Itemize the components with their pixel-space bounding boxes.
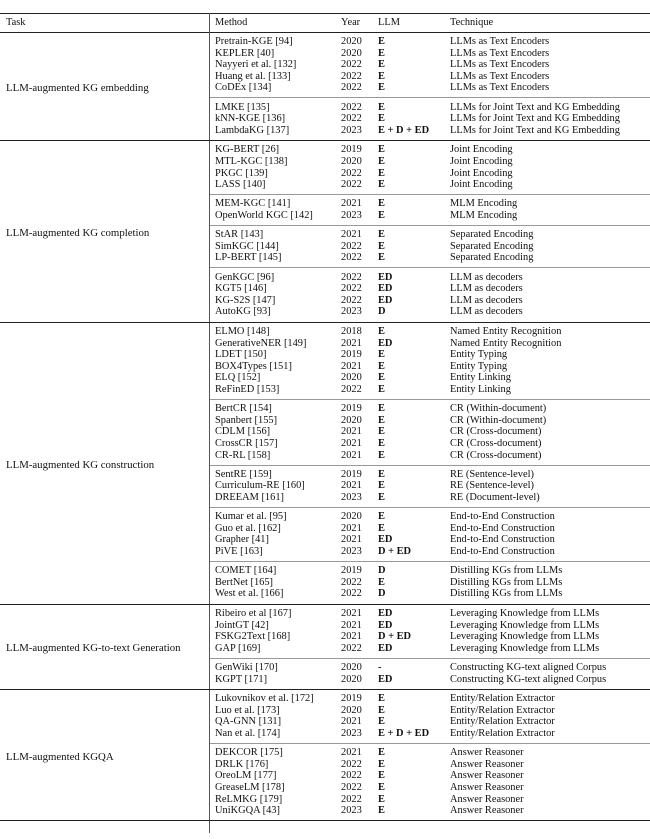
llm-cell: E bbox=[378, 210, 385, 221]
technique-cell: LLMs as Text Encoders bbox=[450, 70, 550, 82]
group-divider bbox=[210, 507, 650, 508]
technique-cell: Constructing KG-text aligned Corpus bbox=[450, 673, 607, 685]
technique-cell: Answer Reasoner bbox=[450, 782, 524, 793]
technique-cell: Leveraging Knowledge from LLMs bbox=[450, 642, 600, 654]
method-cell: GenerativeNER [149] bbox=[215, 337, 307, 349]
group-divider bbox=[210, 267, 650, 268]
header-task: Task bbox=[6, 17, 26, 28]
llm-cell: E bbox=[378, 449, 385, 461]
llm-cell: E bbox=[378, 167, 385, 179]
year-cell: 2022 bbox=[341, 576, 362, 588]
llm-cell: - bbox=[378, 662, 382, 673]
technique-cell: Entity Linking bbox=[450, 384, 511, 395]
year-cell: 2022 bbox=[341, 113, 362, 125]
year-cell: 2022 bbox=[341, 240, 362, 252]
method-cell: COMET [164] bbox=[215, 565, 277, 577]
technique-cell: Joint Encoding bbox=[450, 156, 513, 167]
technique-cell: RE (Sentence-level) bbox=[450, 468, 534, 480]
task-label: LLM-augmented KGQA bbox=[6, 750, 114, 763]
technique-cell: CR (Cross-document) bbox=[450, 438, 542, 449]
llm-cell: E bbox=[378, 468, 385, 480]
technique-cell: CR (Cross-document) bbox=[450, 426, 542, 438]
method-cell: Nan et al. [174] bbox=[215, 728, 281, 739]
llm-cell: ED bbox=[378, 283, 393, 295]
technique-cell: MLM Encoding bbox=[450, 210, 518, 221]
year-cell: 2022 bbox=[341, 588, 362, 600]
method-cell: GenWiki [170] bbox=[215, 662, 278, 673]
method-cell: PKGC [139] bbox=[215, 167, 268, 179]
year-cell: 2022 bbox=[341, 642, 362, 654]
method-cell: StAR [143] bbox=[215, 229, 264, 241]
llm-cell: E bbox=[378, 156, 385, 167]
year-cell: 2023 bbox=[341, 306, 362, 318]
year-cell: 2022 bbox=[341, 179, 362, 191]
technique-cell: LLM as decoders bbox=[450, 294, 523, 306]
method-cell: BertCR [154] bbox=[215, 403, 272, 415]
year-cell: 2023 bbox=[341, 728, 362, 739]
header-method: Method bbox=[215, 17, 248, 28]
section-rule bbox=[0, 820, 650, 821]
group-divider bbox=[210, 399, 650, 400]
technique-cell: MLM Encoding bbox=[450, 198, 518, 210]
llm-cell: E bbox=[378, 403, 385, 415]
llm-cell: E bbox=[378, 492, 385, 503]
llm-cell: E bbox=[378, 101, 385, 113]
year-cell: 2020 bbox=[341, 704, 362, 716]
technique-cell: LLMs as Text Encoders bbox=[450, 47, 550, 59]
method-cell: MEM-KGC [141] bbox=[215, 198, 291, 210]
technique-cell: LLMs as Text Encoders bbox=[450, 82, 550, 94]
technique-cell: LLMs for Joint Text and KG Embedding bbox=[450, 124, 620, 136]
llm-cell: E bbox=[378, 47, 385, 59]
method-cell: Kumar et al. [95] bbox=[215, 511, 287, 523]
year-cell: 2021 bbox=[341, 522, 362, 534]
llm-cell: E bbox=[378, 414, 385, 426]
year-cell: 2021 bbox=[341, 534, 362, 546]
method-cell: DREEAM [161] bbox=[215, 492, 284, 503]
llm-cell: E bbox=[378, 716, 385, 728]
method-cell: Huang et al. [133] bbox=[215, 70, 291, 82]
llm-cell: E bbox=[378, 82, 385, 94]
llm-cell: D + ED bbox=[378, 631, 412, 643]
group-divider bbox=[210, 225, 650, 226]
method-cell: KGT5 [146] bbox=[215, 283, 267, 295]
year-cell: 2019 bbox=[341, 468, 362, 480]
year-cell: 2022 bbox=[341, 271, 362, 283]
llm-cell: E bbox=[378, 782, 385, 793]
llm-cell: E bbox=[378, 522, 385, 534]
year-cell: 2023 bbox=[341, 210, 362, 221]
method-cell: ReFinED [153] bbox=[215, 384, 280, 395]
header-llm: LLM bbox=[378, 17, 400, 28]
technique-cell: Answer Reasoner bbox=[450, 758, 524, 770]
technique-cell: Entity/Relation Extractor bbox=[450, 693, 555, 705]
group-divider bbox=[210, 194, 650, 195]
llm-cell: E bbox=[378, 511, 385, 523]
technique-cell: Answer Reasoner bbox=[450, 770, 524, 782]
method-cell: LP-BERT [145] bbox=[215, 252, 282, 264]
method-cell: AutoKG [93] bbox=[215, 306, 271, 318]
year-cell: 2020 bbox=[341, 414, 362, 426]
technique-cell: Joint Encoding bbox=[450, 167, 513, 179]
llm-cell: ED bbox=[378, 294, 393, 306]
method-cell: LMKE [135] bbox=[215, 101, 270, 113]
task-label: LLM-augmented KG construction bbox=[6, 458, 155, 471]
llm-cell: E bbox=[378, 576, 385, 588]
year-cell: 2021 bbox=[341, 747, 362, 759]
technique-cell: LLM as decoders bbox=[450, 306, 523, 318]
technique-cell: LLMs for Joint Text and KG Embedding bbox=[450, 113, 620, 125]
llm-cell: E bbox=[378, 240, 385, 252]
year-cell: 2020 bbox=[341, 372, 362, 384]
technique-cell: End-to-End Construction bbox=[450, 511, 555, 523]
method-cell: LASS [140] bbox=[215, 179, 266, 191]
year-cell: 2020 bbox=[341, 156, 362, 167]
llm-cell: E bbox=[378, 372, 385, 384]
method-cell: GAP [169] bbox=[215, 642, 261, 654]
llm-cell: E bbox=[378, 252, 385, 264]
year-cell: 2022 bbox=[341, 283, 362, 295]
technique-cell: Leveraging Knowledge from LLMs bbox=[450, 619, 600, 631]
technique-cell: Entity/Relation Extractor bbox=[450, 716, 555, 728]
section-rule bbox=[0, 140, 650, 141]
technique-cell: Joint Encoding bbox=[450, 144, 513, 156]
year-cell: 2019 bbox=[341, 349, 362, 361]
technique-cell: Entity/Relation Extractor bbox=[450, 728, 555, 739]
method-cell: CoDEx [134] bbox=[215, 82, 272, 94]
method-cell: Spanbert [155] bbox=[215, 414, 278, 426]
llm-cell: E bbox=[378, 793, 385, 805]
method-cell: LDET [150] bbox=[215, 349, 267, 361]
method-cell: Guo et al. [162] bbox=[215, 522, 281, 534]
section-rule bbox=[0, 322, 650, 323]
llm-cell: ED bbox=[378, 642, 393, 654]
year-cell: 2021 bbox=[341, 716, 362, 728]
llm-cell: E bbox=[378, 805, 385, 817]
year-cell: 2022 bbox=[341, 758, 362, 770]
technique-cell: Entity Typing bbox=[450, 349, 508, 361]
year-cell: 2023 bbox=[341, 492, 362, 503]
llm-cell: D bbox=[378, 306, 386, 318]
llm-cell: E bbox=[378, 480, 385, 492]
section-rule bbox=[0, 604, 650, 605]
year-cell: 2022 bbox=[341, 70, 362, 82]
technique-cell: Answer Reasoner bbox=[450, 793, 524, 805]
year-cell: 2019 bbox=[341, 693, 362, 705]
llm-cell: E bbox=[378, 770, 385, 782]
year-cell: 2023 bbox=[341, 805, 362, 817]
year-cell: 2022 bbox=[341, 252, 362, 264]
technique-cell: LLM as decoders bbox=[450, 271, 523, 283]
technique-cell: Joint Encoding bbox=[450, 179, 513, 191]
llm-cell: E bbox=[378, 438, 385, 449]
year-cell: 2020 bbox=[341, 511, 362, 523]
llm-cell: E bbox=[378, 229, 385, 241]
technique-cell: CR (Within-document) bbox=[450, 403, 547, 415]
technique-cell: LLMs as Text Encoders bbox=[450, 59, 550, 71]
group-divider bbox=[210, 97, 650, 98]
llm-cell: E bbox=[378, 426, 385, 438]
group-divider bbox=[210, 658, 650, 659]
method-cell: Ribeiro et al [167] bbox=[215, 608, 292, 619]
year-cell: 2022 bbox=[341, 294, 362, 306]
technique-cell: Leveraging Knowledge from LLMs bbox=[450, 631, 600, 643]
llm-cell: E bbox=[378, 326, 385, 337]
year-cell: 2020 bbox=[341, 673, 362, 685]
year-cell: 2021 bbox=[341, 198, 362, 210]
llm-cell: E bbox=[378, 693, 385, 705]
year-cell: 2022 bbox=[341, 782, 362, 793]
method-cell: Curriculum-RE [160] bbox=[215, 480, 305, 492]
header-rule bbox=[0, 32, 650, 33]
method-cell: KG-BERT [26] bbox=[215, 144, 280, 156]
llm-cell: E bbox=[378, 179, 385, 191]
technique-cell: Entity Typing bbox=[450, 360, 508, 372]
year-cell: 2021 bbox=[341, 449, 362, 461]
task-label: LLM-augmented KG-to-text Generation bbox=[6, 642, 181, 655]
llm-cell: E bbox=[378, 70, 385, 82]
method-cell: UniKGQA [43] bbox=[215, 805, 280, 817]
header-technique: Technique bbox=[450, 17, 494, 28]
llm-cell: ED bbox=[378, 673, 393, 685]
year-cell: 2020 bbox=[341, 662, 362, 673]
year-cell: 2022 bbox=[341, 101, 362, 113]
group-divider bbox=[210, 465, 650, 466]
year-cell: 2021 bbox=[341, 426, 362, 438]
method-cell: SimKGC [144] bbox=[215, 240, 279, 252]
technique-cell: Separated Encoding bbox=[450, 229, 534, 241]
method-cell: ELQ [152] bbox=[215, 372, 261, 384]
method-cell: KG-S2S [147] bbox=[215, 294, 276, 306]
method-cell: Nayyeri et al. [132] bbox=[215, 59, 297, 71]
method-cell: FSKG2Text [168] bbox=[215, 631, 291, 643]
year-cell: 2019 bbox=[341, 403, 362, 415]
method-cell: OpenWorld KGC [142] bbox=[215, 210, 313, 221]
year-cell: 2022 bbox=[341, 167, 362, 179]
year-cell: 2022 bbox=[341, 59, 362, 71]
method-cell: Pretrain-KGE [94] bbox=[215, 36, 293, 47]
year-cell: 2022 bbox=[341, 793, 362, 805]
method-cell: CR-RL [158] bbox=[215, 449, 271, 461]
year-cell: 2022 bbox=[341, 384, 362, 395]
method-cell: GenKGC [96] bbox=[215, 271, 275, 283]
method-cell: DEKCOR [175] bbox=[215, 747, 283, 759]
year-cell: 2020 bbox=[341, 36, 362, 47]
method-cell: West et al. [166] bbox=[215, 588, 284, 600]
llm-cell: E bbox=[378, 349, 385, 361]
method-cell: KEPLER [40] bbox=[215, 47, 275, 59]
section-rule bbox=[0, 689, 650, 690]
llm-cell: E bbox=[378, 704, 385, 716]
year-cell: 2021 bbox=[341, 619, 362, 631]
llm-cell: D + ED bbox=[378, 546, 412, 557]
method-cell: Luo et al. [173] bbox=[215, 704, 280, 716]
technique-cell: Distilling KGs from LLMs bbox=[450, 576, 563, 588]
column-divider bbox=[209, 13, 210, 833]
year-cell: 2019 bbox=[341, 565, 362, 577]
group-divider bbox=[210, 743, 650, 744]
year-cell: 2021 bbox=[341, 360, 362, 372]
year-cell: 2021 bbox=[341, 480, 362, 492]
technique-cell: Constructing KG-text aligned Corpus bbox=[450, 662, 607, 673]
method-cell: Lukovnikov et al. [172] bbox=[215, 693, 314, 705]
method-cell: MTL-KGC [138] bbox=[215, 156, 288, 167]
llm-cell: E + D + ED bbox=[378, 728, 430, 739]
llm-cell: E + D + ED bbox=[378, 124, 430, 136]
llm-cell: E bbox=[378, 36, 385, 47]
technique-cell: Named Entity Recognition bbox=[450, 337, 562, 349]
method-cell: ELMO [148] bbox=[215, 326, 270, 337]
technique-cell: Distilling KGs from LLMs bbox=[450, 565, 563, 577]
llm-cell: E bbox=[378, 360, 385, 372]
technique-cell: CR (Cross-document) bbox=[450, 449, 542, 461]
method-cell: kNN-KGE [136] bbox=[215, 113, 286, 125]
technique-cell: Leveraging Knowledge from LLMs bbox=[450, 608, 600, 619]
technique-cell: Answer Reasoner bbox=[450, 805, 524, 817]
llm-cell: E bbox=[378, 758, 385, 770]
technique-cell: Answer Reasoner bbox=[450, 747, 524, 759]
llm-cell: ED bbox=[378, 608, 393, 619]
year-cell: 2021 bbox=[341, 631, 362, 643]
year-cell: 2023 bbox=[341, 546, 362, 557]
year-cell: 2021 bbox=[341, 229, 362, 241]
method-cell: OreoLM [177] bbox=[215, 770, 277, 782]
task-label: LLM-augmented KG embedding bbox=[6, 81, 149, 94]
technique-cell: End-to-End Construction bbox=[450, 534, 555, 546]
technique-cell: LLMs for Joint Text and KG Embedding bbox=[450, 101, 620, 113]
llm-cell: E bbox=[378, 113, 385, 125]
header-year: Year bbox=[341, 17, 361, 28]
technique-cell: RE (Document-level) bbox=[450, 492, 540, 503]
year-cell: 2020 bbox=[341, 47, 362, 59]
method-cell: QA-GNN [131] bbox=[215, 716, 282, 728]
method-cell: SentRE [159] bbox=[215, 468, 272, 480]
method-cell: PiVE [163] bbox=[215, 546, 263, 557]
method-cell: KGPT [171] bbox=[215, 673, 268, 685]
method-cell: JointGT [42] bbox=[215, 619, 269, 631]
year-cell: 2021 bbox=[341, 608, 362, 619]
llm-cell: D bbox=[378, 588, 386, 600]
year-cell: 2018 bbox=[341, 326, 362, 337]
method-cell: BOX4Types [151] bbox=[215, 360, 292, 372]
technique-cell: Named Entity Recognition bbox=[450, 326, 562, 337]
task-label: LLM-augmented KG completion bbox=[6, 226, 150, 239]
technique-cell: LLMs as Text Encoders bbox=[450, 36, 550, 47]
llm-cell: E bbox=[378, 747, 385, 759]
year-cell: 2022 bbox=[341, 770, 362, 782]
technique-cell: End-to-End Construction bbox=[450, 546, 555, 557]
technique-cell: CR (Within-document) bbox=[450, 414, 547, 426]
technique-cell: LLM as decoders bbox=[450, 283, 523, 295]
year-cell: 2023 bbox=[341, 124, 362, 136]
method-cell: LambdaKG [137] bbox=[215, 124, 290, 136]
llm-cell: ED bbox=[378, 534, 393, 546]
year-cell: 2021 bbox=[341, 337, 362, 349]
llm-cell: E bbox=[378, 59, 385, 71]
method-cell: CrossCR [157] bbox=[215, 438, 278, 449]
technique-cell: Entity Linking bbox=[450, 372, 511, 384]
year-cell: 2021 bbox=[341, 438, 362, 449]
technique-cell: Distilling KGs from LLMs bbox=[450, 588, 563, 600]
technique-cell: Separated Encoding bbox=[450, 240, 534, 252]
llm-cell: ED bbox=[378, 337, 393, 349]
technique-cell: Separated Encoding bbox=[450, 252, 534, 264]
group-divider bbox=[210, 561, 650, 562]
method-cell: DRLK [176] bbox=[215, 758, 269, 770]
year-cell: 2022 bbox=[341, 82, 362, 94]
llm-cell: E bbox=[378, 384, 385, 395]
method-cell: GreaseLM [178] bbox=[215, 782, 285, 793]
technique-cell: End-to-End Construction bbox=[450, 522, 555, 534]
llm-cell: D bbox=[378, 565, 386, 577]
llm-cell: ED bbox=[378, 271, 393, 283]
llm-cell: E bbox=[378, 198, 385, 210]
method-cell: ReLMKG [179] bbox=[215, 793, 283, 805]
method-cell: BertNet [165] bbox=[215, 576, 273, 588]
top-rule bbox=[0, 13, 650, 14]
technique-cell: Entity/Relation Extractor bbox=[450, 704, 555, 716]
method-cell: CDLM [156] bbox=[215, 426, 271, 438]
llm-cell: ED bbox=[378, 619, 393, 631]
year-cell: 2019 bbox=[341, 144, 362, 156]
method-cell: Grapher [41] bbox=[215, 534, 269, 546]
llm-cell: E bbox=[378, 144, 385, 156]
technique-cell: RE (Sentence-level) bbox=[450, 480, 534, 492]
